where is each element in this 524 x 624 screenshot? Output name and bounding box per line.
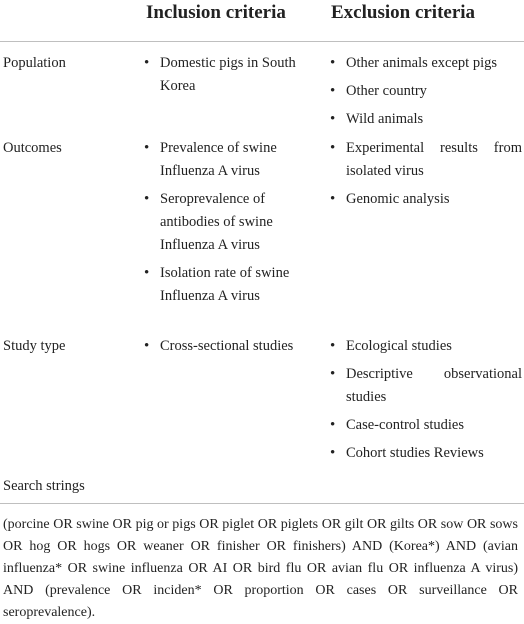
list-item: • Case-control studies (330, 414, 522, 437)
outcomes-exclusion (330, 137, 522, 211)
list-item: • Cross-sectional studies (144, 335, 316, 358)
inclusion-header: Inclusion criteria (146, 2, 286, 23)
row-label-outcomes: Outcomes (3, 140, 62, 156)
list-item: • Prevalence of swine Influenza A virus (144, 137, 304, 183)
row-label-population: Population (3, 55, 66, 71)
list-item: • Experimental results from isolated virus (330, 137, 522, 183)
list-item: • Wild animals (330, 108, 522, 131)
list-item: • Cohort studies Reviews (330, 442, 522, 465)
list-item: • Isolation rate of swine Influenza A virus (144, 262, 304, 308)
search-divider (0, 503, 524, 504)
row-label-search-strings: Search strings (3, 478, 85, 494)
search-strings-text: (porcine OR swine OR pig or pigs OR piglet OR piglets OR gilt OR gilts OR sow OR sows OR hog OR hogs OR weaner OR finisher OR finishers) AND (Korea*) AND (avian influenza* OR swine influenza OR AI OR bird flu OR avian flu OR influenza A virus) AND (prevalence OR inciden* OR proportion OR cases OR surveillance OR seroprevalence). (3, 517, 518, 620)
list-item: • Other country (330, 80, 522, 103)
list-item: • Genomic analysis (330, 188, 522, 211)
row-label-study-type: Study type (3, 338, 66, 354)
list-item: • Other animals except pigs (330, 52, 522, 75)
study-type-inclusion (144, 335, 316, 358)
list-item: • Seroprevalence of antibodies of swine Influenza A virus (144, 188, 304, 257)
outcomes-inclusion (144, 137, 304, 308)
exclusion-header: Exclusion criteria (331, 2, 476, 23)
study-type-exclusion (330, 335, 522, 465)
population-exclusion (330, 52, 522, 131)
list-item: • Ecological studies (330, 335, 522, 358)
population-inclusion (144, 52, 304, 98)
header-divider (0, 41, 524, 42)
list-item: • Domestic pigs in South Korea (144, 52, 304, 98)
list-item: • Descriptive observational studies (330, 363, 522, 409)
